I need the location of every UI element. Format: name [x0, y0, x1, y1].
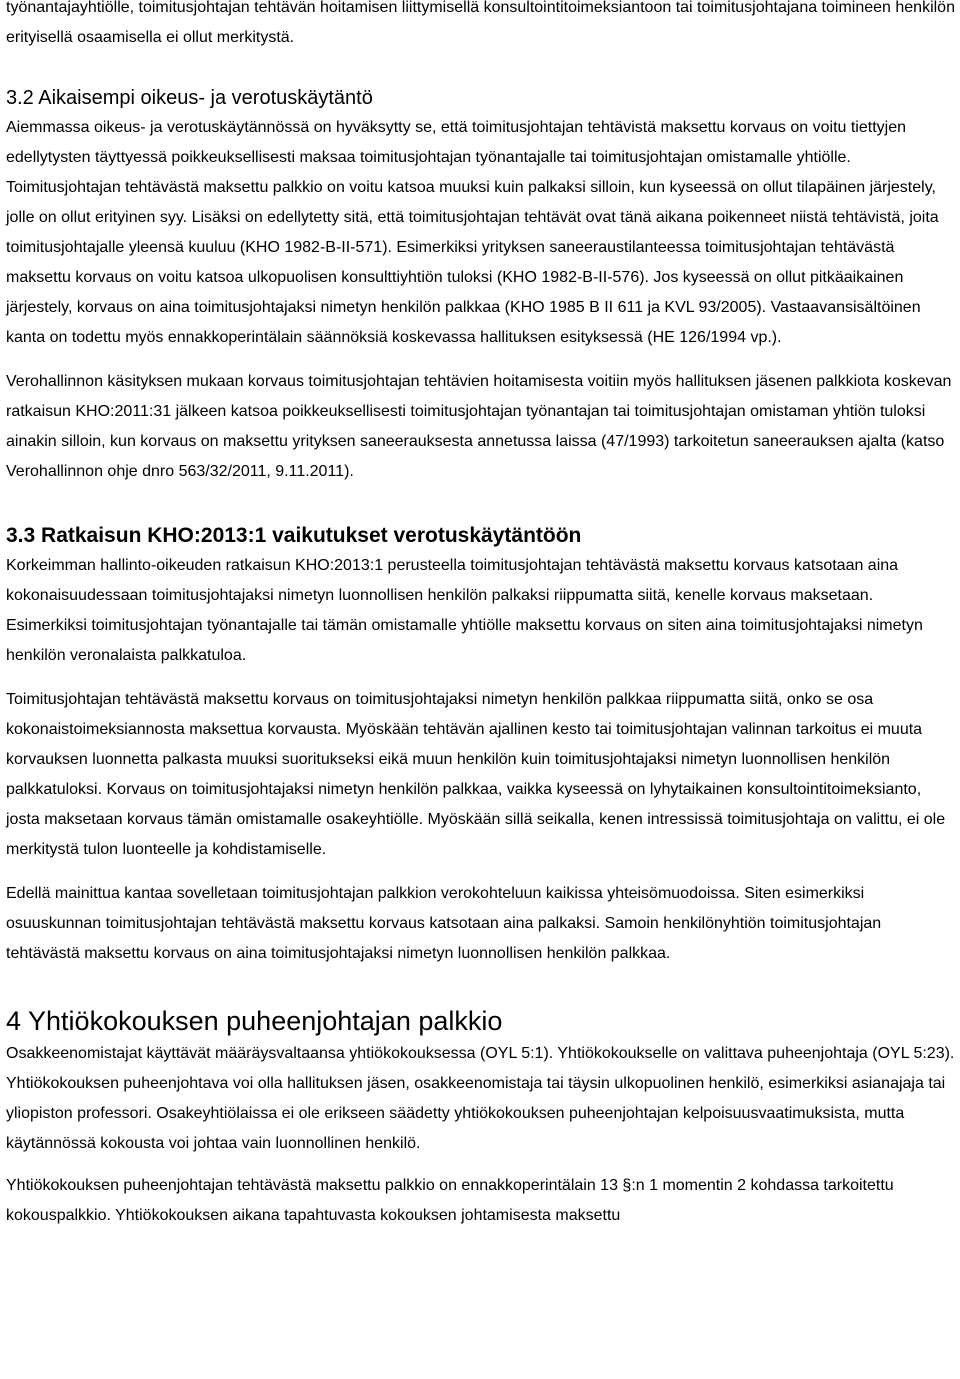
heading-3-3: 3.3 Ratkaisun KHO:2013:1 vaikutukset verotuskäytäntöön	[6, 524, 582, 547]
paragraph-3-3-c: Edellä mainittua kantaa sovelletaan toimitusjohtajan palkkion verokohteluun kaikissa yhteisömuodoissa. Siten esimerkiksi osuuskunnan toimitusjohtajan tehtävästä maksettu korvaus katsotaan aina palkaksi. Samoin henkilönyhtiön toimitusjohtajan tehtävästä maksettu korvaus on aina toimitusjohtajaksi nimetyn luonnollisen henkilön palkkaa.	[6, 885, 882, 962]
paragraph-3-2-b: Verohallinnon käsityksen mukaan korvaus toimitusjohtajan tehtävien hoitamisesta voitiin myös hallituksen jäsenen palkkiota koskevan ratkaisun KHO:2011:31 jälkeen katsoa poikkeuksellisesti toimitusjohtajan työnantajan tai toimitusjohtajan omistaman yhtiön tuloksi ainakin silloin, kun korvaus on maksettu yrityksen saneerauksesta annetussa laissa (47/1993) tarkoitetun saneerauksen ajalta (katso Verohallinnon ohje dnro 563/32/2011, 9.11.2011).	[6, 373, 952, 480]
paragraph-3-3-a: Korkeimman hallinto-oikeuden ratkaisun KHO:2013:1 perusteella toimitusjohtajan tehtävästä maksettu korvaus katsotaan aina kokonaisuudessaan toimitusjohtajaksi nimetyn luonnollisen henkilön palkaksi riippumatta siitä, kenelle korvaus maksetaan. Esimerkiksi toimitusjohtajan työnantajalle tai tämän omistamalle yhtiölle maksettu korvaus on siten aina toimitusjohtajaksi nimetyn henkilön veronalaista palkkatuloa.	[6, 557, 923, 664]
paragraph-intro: työnantajayhtiölle, toimitusjohtajan tehtävän hoitamisen liittymisellä konsultointitoimeksiantoon tai toimitusjohtajana toimineen henkilön erityisellä osaamisella ei ollut merkitystä.	[6, 0, 955, 46]
paragraph-4-b: Yhtiökokouksen puheenjohtajan tehtävästä maksettu palkkio on ennakkoperintälain 13 §:n 1 momentin 2 kohdassa tarkoitettu kokouspalkkio. Yhtiökokouksen aikana tapahtuvasta kokouksen johtamisesta maksettu	[6, 1177, 894, 1224]
paragraph-3-3-b: Toimitusjohtajan tehtävästä maksettu korvaus on toimitusjohtajaksi nimetyn henkilön palkkaa riippumatta siitä, onko se osa kokonaistoimeksiannosta maksettua korvausta. Myöskään tehtävän ajallinen kesto tai toimitusjohtajan valinnan tarkoitus ei muuta korvauksen luonnetta palkasta muuksi suoritukseksi eikä muun henkilön kuin toimitusjohtajaksi nimetyn luonnollisen henkilön palkkatuloksi. Korvaus on toimitusjohtajaksi nimetyn henkilön palkkaa, vaikka kyseessä on lyhytaikainen konsultointitoimeksianto, josta maksetaan korvaus tämän omistamalle osakeyhtiölle. Myöskään sillä seikalla, kenen intressissä toimitusjohtaja on valittu, ei ole merkitystä tulon luonteelle ja kohdistamiselle.	[6, 691, 946, 858]
paragraph-4-a: Osakkeenomistajat käyttävät määräysvaltaansa yhtiökokouksessa (OYL 5:1). Yhtiökokoukselle on valittava puheenjohtaja (OYL 5:23). Yhtiökokouksen puheenjohtava voi olla hallituksen jäsen, osakkeenomistaja tai täysin ulkopuolinen henkilö, esimerkiksi asianajaja tai yliopiston professori. Osakeyhtiölaissa ei ole erikseen säädetty yhtiökokouksen puheenjohtajan kelpoisuusvaatimuksista, mutta käytännössä kokousta voi johtaa vain luonnollinen henkilö.	[6, 1045, 955, 1152]
heading-4: 4 Yhtiökokouksen puheenjohtajan palkkio	[6, 1006, 503, 1036]
paragraph-3-2-a: Aiemmassa oikeus- ja verotuskäytännössä on hyväksytty se, että toimitusjohtajan tehtävistä maksettu korvaus on voitu tiettyjen edellytysten täyttyessä poikkeuksellisesti maksaa toimitusjohtajan työnantajalle tai toimitusjohtajan omistamalle yhtiölle. Toimitusjohtajan tehtävästä maksettu palkkio on voitu katsoa muuksi kuin palkaksi silloin, kun kyseessä on ollut tilapäinen järjestely, jolle on ollut erityinen syy. Lisäksi on edellytetty sitä, että toimitusjohtajan tehtävät ovat tänä aikana poikenneet niistä tehtävistä, joita toimitusjohtajalle yleensä kuuluu (KHO 1982-B-II-571). Esimerkiksi yrityksen saneeraustilanteessa toimitusjohtajan tehtävästä maksettu korvaus on voitu katsoa ulkopuolisen konsulttiyhtiön tuloksi (KHO 1982-B-II-576). Jos kyseessä on ollut pitkäaikainen järjestely, korvaus on aina toimitusjohtajaksi nimetyn henkilön palkkaa (KHO 1985 B II 611 ja KVL 93/2005). Vastaavansisältöinen kanta on todettu myös ennakkoperintälain säännöksiä koskevassa hallituksen esityksessä (HE 126/1994 vp.).	[6, 119, 939, 346]
document-page	[6, 0, 956, 1231]
heading-3-2: 3.2 Aikaisempi oikeus- ja verotuskäytäntö	[6, 87, 373, 109]
